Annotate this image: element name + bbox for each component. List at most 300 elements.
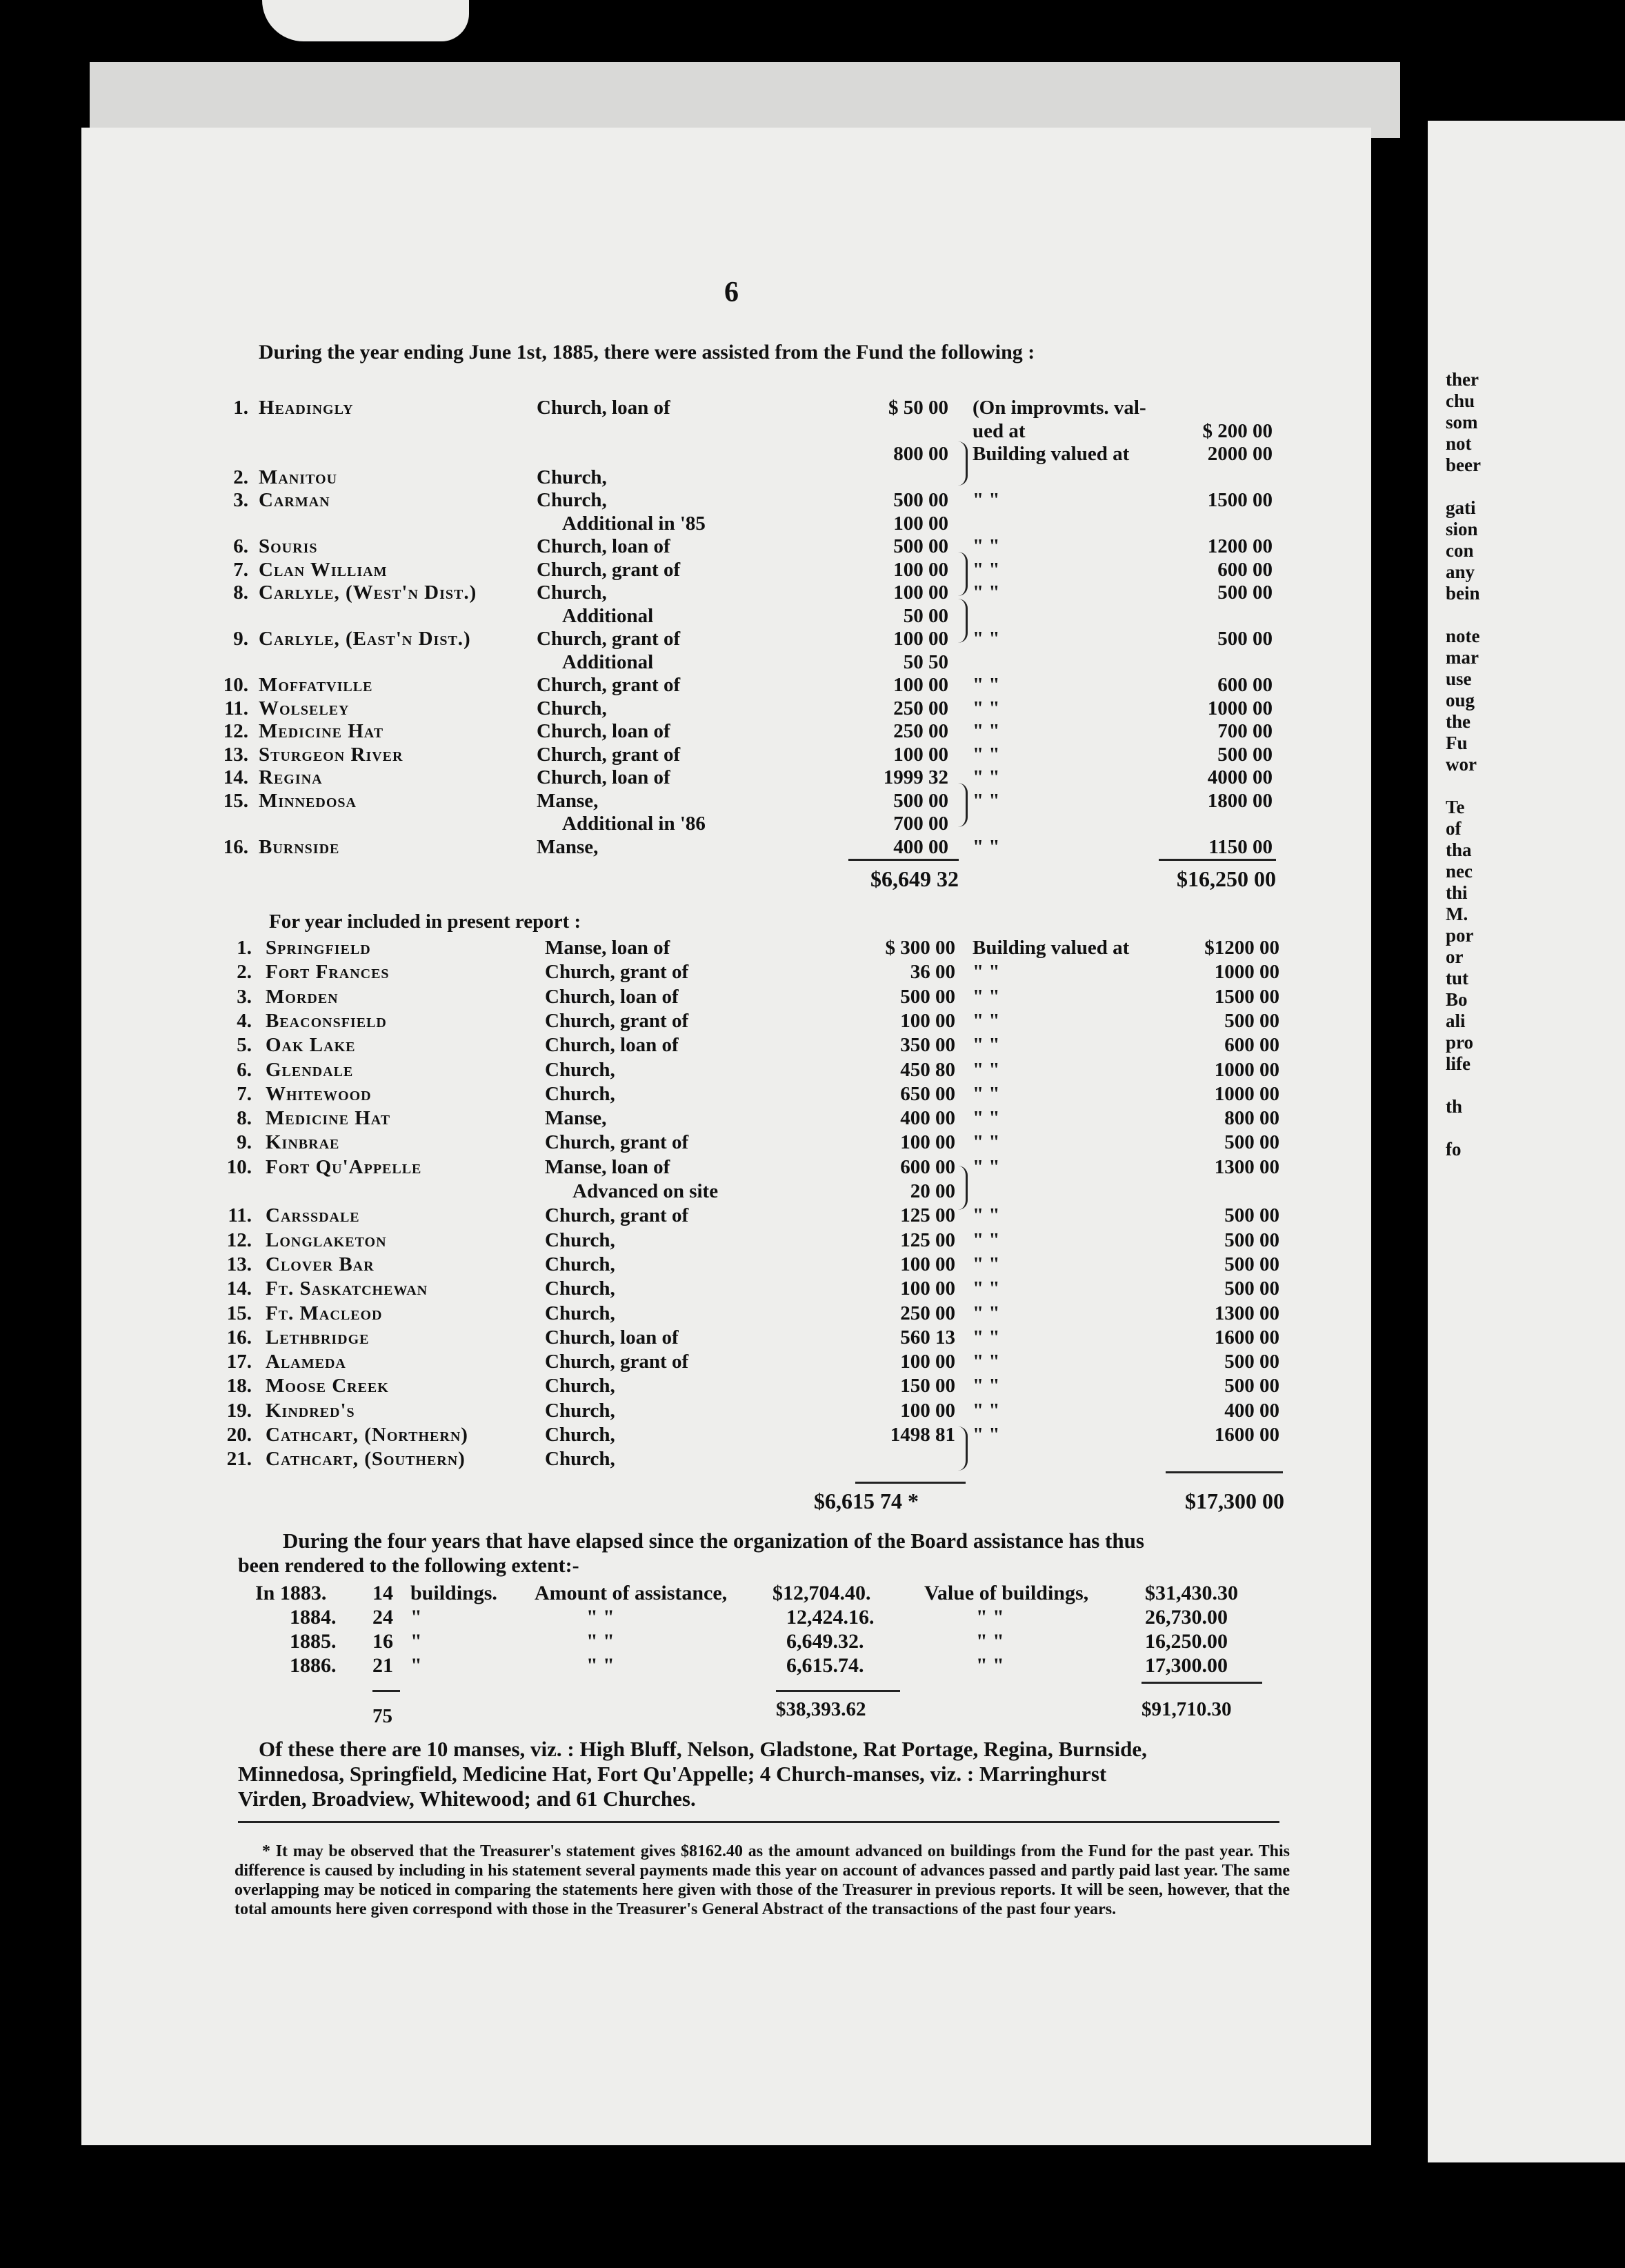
item-value: 1000 00 xyxy=(1207,697,1273,719)
item-amount: 100 00 xyxy=(893,743,948,766)
item-note: " " xyxy=(973,1253,1000,1275)
right-page-fragment: ali xyxy=(1446,1011,1466,1031)
item-note: " " xyxy=(973,1277,1000,1300)
item-number: 12. xyxy=(223,720,248,742)
summary-rule-count xyxy=(372,1690,400,1692)
item-value: 1800 00 xyxy=(1207,789,1273,812)
right-page-fragment: thi xyxy=(1446,882,1468,903)
item-name: Cathcart, (Northern) xyxy=(266,1424,468,1446)
item-name: Fort Frances xyxy=(266,961,390,984)
item-type: Church, loan of xyxy=(537,397,670,419)
item-amount: 650 00 xyxy=(900,1082,955,1105)
item-name: Longlaketon xyxy=(266,1228,387,1251)
item-amount: 800 00 xyxy=(893,443,948,465)
summary-unit: " xyxy=(410,1630,422,1653)
item-note: " " xyxy=(973,743,1000,766)
item-amount: $ 50 00 xyxy=(888,397,948,419)
right-page-fragment: chu xyxy=(1446,390,1475,411)
item-note: " " xyxy=(973,789,1000,812)
total-rule-1a xyxy=(848,859,959,861)
total-rule-1b xyxy=(1159,859,1276,861)
item-type: Church, xyxy=(545,1058,615,1081)
item-name: Sturgeon River xyxy=(259,743,403,766)
item-note: " " xyxy=(973,581,1000,604)
item-amount: 100 00 xyxy=(900,1399,955,1422)
item-value: 500 00 xyxy=(1217,628,1273,650)
brace-mark xyxy=(957,1426,968,1471)
summary-total-count: 75 xyxy=(372,1705,392,1727)
item-type: Church, grant of xyxy=(545,1204,689,1227)
adjacent-page xyxy=(1428,121,1625,2162)
right-page-fragment: note xyxy=(1446,626,1480,646)
item-value: 500 00 xyxy=(1224,1009,1279,1032)
item-note: (On improvmts. val- xyxy=(973,397,1146,419)
right-page-fragment: fo xyxy=(1446,1139,1462,1160)
item-note: " " xyxy=(973,628,1000,650)
item-number: 7. xyxy=(237,1082,252,1105)
item-name: Carlyle, (West'n Dist.) xyxy=(259,581,477,604)
item-amount: 1498 81 xyxy=(890,1424,955,1446)
item-value: 500 00 xyxy=(1217,581,1273,604)
item-note: " " xyxy=(973,835,1000,858)
item-type: Church, xyxy=(545,1399,615,1422)
brace-mark xyxy=(957,1166,968,1210)
item-amount: 500 00 xyxy=(893,789,948,812)
item-value: 1150 00 xyxy=(1208,835,1273,858)
item-amount: 50 50 xyxy=(903,650,948,673)
item-number: 16. xyxy=(226,1326,252,1349)
item-amount: 100 00 xyxy=(900,1253,955,1275)
item-type: Manse, loan of xyxy=(545,937,670,959)
item-name: Clover Bar xyxy=(266,1253,375,1275)
item-number: 1. xyxy=(233,397,248,419)
item-type: Church, grant of xyxy=(545,1131,689,1154)
right-page-fragment: ther xyxy=(1446,369,1479,390)
brace-mark xyxy=(957,783,968,827)
item-note: " " xyxy=(973,985,1000,1008)
page-top-band xyxy=(90,62,1400,138)
item-type: Church, grant of xyxy=(537,558,681,581)
item-type: Church, xyxy=(545,1448,615,1471)
item-number: 7. xyxy=(233,558,248,581)
item-type: Church, loan of xyxy=(545,1034,679,1057)
item-note: " " xyxy=(973,1107,1000,1130)
item-type: Additional in '85 xyxy=(562,512,706,535)
item-number: 10. xyxy=(223,674,248,696)
item-amount: 100 00 xyxy=(893,558,948,581)
total-amount-1: $6,649 32 xyxy=(870,866,959,891)
item-note: Building valued at xyxy=(973,937,1130,959)
item-note: " " xyxy=(973,961,1000,984)
item-number: 19. xyxy=(226,1399,252,1422)
item-number: 14. xyxy=(223,766,248,788)
item-amount: 250 00 xyxy=(900,1302,955,1324)
item-number: 15. xyxy=(223,789,248,812)
item-number: 6. xyxy=(237,1058,252,1081)
right-page-fragment: or xyxy=(1446,946,1464,967)
summary-intro-1: During the four years that have elapsed since the organization of the Board assistance has thus xyxy=(283,1529,1144,1553)
item-type: Church, xyxy=(537,466,607,488)
item-amount: 560 13 xyxy=(900,1326,955,1349)
right-page-fragment: Fu xyxy=(1446,733,1468,753)
summary-value-label: " " xyxy=(976,1606,1004,1629)
page-number: 6 xyxy=(724,277,739,308)
footnote: * It may be observed that the Treasurer's statement gives $8162.40 as the amount advanced on buildings from the Fund for the past year. This difference is caused by including in his statement several payments made this year on account of advances passed and partly paid last year. The same overlapping may be noticed in comparing the statements here given with those of the Treasurer in previous reports. It will be seen, however, that the total amounts here given correspond with those in the Treasurer's General Abstract of the transactions of the past four years. xyxy=(235,1842,1290,1918)
item-amount: 125 00 xyxy=(900,1228,955,1251)
item-number: 17. xyxy=(226,1351,252,1373)
item-number: 4. xyxy=(237,1009,252,1032)
manses-line-1: Of these there are 10 manses, viz. : High Bluff, Nelson, Gladstone, Rat Portage, Regina, Burnside, xyxy=(259,1737,1147,1761)
item-amount: 250 00 xyxy=(893,720,948,742)
item-value: $1200 00 xyxy=(1204,937,1279,959)
item-name: Wolseley xyxy=(259,697,350,719)
item-amount: 100 00 xyxy=(893,628,948,650)
item-number: 8. xyxy=(233,581,248,604)
item-amount: 400 00 xyxy=(893,835,948,858)
item-type: Church, xyxy=(545,1228,615,1251)
item-number: 9. xyxy=(233,628,248,650)
item-value: 500 00 xyxy=(1224,1351,1279,1373)
item-number: 11. xyxy=(224,697,248,719)
item-name: Cathcart, (Southern) xyxy=(266,1448,466,1471)
item-type: Manse, xyxy=(537,789,599,812)
item-type: Church, grant of xyxy=(537,628,681,650)
right-page-fragment: pro xyxy=(1446,1032,1474,1053)
item-amount: 100 00 xyxy=(900,1351,955,1373)
brace-mark xyxy=(957,599,968,643)
item-note: " " xyxy=(973,1399,1000,1422)
summary-year: 1885. xyxy=(290,1630,337,1653)
right-page-fragment: th xyxy=(1446,1096,1463,1117)
item-type: Additional in '86 xyxy=(562,813,706,835)
right-page-fragment: con xyxy=(1446,540,1474,561)
item-type: Church, loan of xyxy=(545,1326,679,1349)
item-type: Church, grant of xyxy=(537,674,681,696)
item-amount: 600 00 xyxy=(900,1155,955,1178)
footnote-divider xyxy=(238,1821,1279,1823)
item-number: 15. xyxy=(226,1302,252,1324)
item-type: Church, grant of xyxy=(537,743,681,766)
top-scrap xyxy=(262,0,469,41)
item-name: Medicine Hat xyxy=(259,720,384,742)
item-amount: 100 00 xyxy=(900,1009,955,1032)
item-type: Church, xyxy=(537,697,607,719)
item-amount: 350 00 xyxy=(900,1034,955,1057)
item-name: Oak Lake xyxy=(266,1034,356,1057)
summary-year: In 1883. xyxy=(255,1582,327,1604)
item-value: 500 00 xyxy=(1224,1277,1279,1300)
item-value: 4000 00 xyxy=(1207,766,1273,788)
right-page-fragment: mar xyxy=(1446,647,1479,668)
brace-mark xyxy=(957,441,968,486)
item-note: " " xyxy=(973,1228,1000,1251)
right-page-fragment: por xyxy=(1446,925,1474,946)
item-amount: 150 00 xyxy=(900,1375,955,1397)
item-name: Medicine Hat xyxy=(266,1107,391,1130)
item-name: Kindred's xyxy=(266,1399,355,1422)
item-number: 21. xyxy=(226,1448,252,1471)
item-value: 1300 00 xyxy=(1214,1155,1279,1178)
item-name: Headingly xyxy=(259,397,354,419)
item-type: Manse, loan of xyxy=(545,1155,670,1178)
summary-label: " " xyxy=(586,1606,615,1629)
right-page-fragment: any xyxy=(1446,561,1475,582)
item-amount: 500 00 xyxy=(900,985,955,1008)
summary-value: 26,730.00 xyxy=(1145,1606,1228,1629)
item-number: 5. xyxy=(237,1034,252,1057)
item-type: Church, grant of xyxy=(545,961,689,984)
total-rule-2b xyxy=(1166,1471,1283,1473)
summary-value: $31,430.30 xyxy=(1145,1582,1238,1604)
summary-value-label: " " xyxy=(976,1630,1004,1653)
item-amount: 700 00 xyxy=(893,813,948,835)
right-page-fragment: oug xyxy=(1446,690,1475,710)
item-value: 1500 00 xyxy=(1214,985,1279,1008)
right-page-fragment: wor xyxy=(1446,754,1477,775)
summary-year: 1886. xyxy=(290,1654,337,1677)
item-name: Alameda xyxy=(266,1351,346,1373)
total-amount-2: $6,615 74 * xyxy=(814,1489,919,1513)
item-number: 2. xyxy=(237,961,252,984)
item-name: Souris xyxy=(259,535,318,557)
right-page-fragment: the xyxy=(1446,711,1471,732)
item-name: Moose Creek xyxy=(266,1375,389,1397)
item-note: " " xyxy=(973,766,1000,788)
manses-line-3: Virden, Broadview, Whitewood; and 61 Churches. xyxy=(238,1787,696,1811)
summary-rule-amount xyxy=(776,1690,900,1692)
item-name: Moffatville xyxy=(259,674,373,696)
item-value: 500 00 xyxy=(1224,1228,1279,1251)
item-name: Minnedosa xyxy=(259,789,357,812)
summary-count: 14 xyxy=(372,1582,393,1604)
item-number: 14. xyxy=(226,1277,252,1300)
item-name: Ft. Saskatchewan xyxy=(266,1277,428,1300)
summary-rule-value xyxy=(1142,1682,1262,1684)
summary-value-label: " " xyxy=(976,1654,1004,1677)
item-note: " " xyxy=(973,697,1000,719)
right-page-fragment: tut xyxy=(1446,968,1468,988)
summary-label: " " xyxy=(586,1654,615,1677)
item-value: 500 00 xyxy=(1224,1131,1279,1154)
item-amount: 100 00 xyxy=(893,581,948,604)
item-number: 3. xyxy=(237,985,252,1008)
right-page-fragment: Bo xyxy=(1446,989,1468,1010)
summary-amount: 12,424.16. xyxy=(786,1606,875,1629)
item-value: 600 00 xyxy=(1224,1034,1279,1057)
item-type: Church, xyxy=(545,1253,615,1275)
item-type: Church, loan of xyxy=(537,720,670,742)
item-value: 600 00 xyxy=(1217,674,1273,696)
item-amount: $ 300 00 xyxy=(885,937,955,959)
right-page-fragment: life xyxy=(1446,1053,1471,1074)
item-type: Advanced on site xyxy=(572,1180,719,1202)
item-value: 500 00 xyxy=(1217,743,1273,766)
item-number: 18. xyxy=(226,1375,252,1397)
item-note: " " xyxy=(973,535,1000,557)
item-number: 13. xyxy=(226,1253,252,1275)
item-amount: 1999 32 xyxy=(883,766,948,788)
item-amount: 125 00 xyxy=(900,1204,955,1227)
item-type: Manse, xyxy=(545,1107,607,1130)
item-value: 1600 00 xyxy=(1214,1326,1279,1349)
item-amount: 450 80 xyxy=(900,1058,955,1081)
item-amount: 100 00 xyxy=(893,512,948,535)
item-value: 1300 00 xyxy=(1214,1302,1279,1324)
item-amount: 500 00 xyxy=(893,535,948,557)
item-type: Church, xyxy=(537,489,607,511)
intro-line: During the year ending June 1st, 1885, there were assisted from the Fund the following : xyxy=(259,341,1035,364)
item-note: " " xyxy=(973,489,1000,511)
item-number: 6. xyxy=(233,535,248,557)
item-name: Morden xyxy=(266,985,339,1008)
item-number: 11. xyxy=(228,1204,252,1227)
item-value: 800 00 xyxy=(1224,1107,1279,1130)
right-page-fragment: tha xyxy=(1446,839,1472,860)
item-value: 400 00 xyxy=(1224,1399,1279,1422)
item-type: Church, grant of xyxy=(545,1009,689,1032)
summary-amount: 6,615.74. xyxy=(786,1654,864,1677)
item-number: 9. xyxy=(237,1131,252,1154)
item-amount: 100 00 xyxy=(893,674,948,696)
item-note: " " xyxy=(973,1131,1000,1154)
item-type: Additional xyxy=(562,604,654,627)
item-name: Regina xyxy=(259,766,323,788)
item-name: Beaconsfield xyxy=(266,1009,387,1032)
item-type: Church, loan of xyxy=(537,535,670,557)
item-note: " " xyxy=(973,720,1000,742)
item-number: 2. xyxy=(233,466,248,488)
item-number: 10. xyxy=(226,1155,252,1178)
item-name: Burnside xyxy=(259,835,340,858)
item-number: 16. xyxy=(223,835,248,858)
item-type: Church, xyxy=(545,1082,615,1105)
item-value: 700 00 xyxy=(1217,720,1273,742)
summary-total-value: $91,710.30 xyxy=(1142,1698,1232,1720)
summary-count: 16 xyxy=(372,1630,393,1653)
item-amount: 500 00 xyxy=(893,489,948,511)
item-amount: 400 00 xyxy=(900,1107,955,1130)
item-amount: 100 00 xyxy=(900,1131,955,1154)
item-value: 1000 00 xyxy=(1214,961,1279,984)
item-note: " " xyxy=(973,1351,1000,1373)
item-note: " " xyxy=(973,1009,1000,1032)
total-value-2: $17,300 00 xyxy=(1185,1489,1284,1513)
right-page-fragment: beer xyxy=(1446,455,1481,475)
total-rule-2a xyxy=(855,1482,966,1484)
item-name: Manitou xyxy=(259,466,338,488)
summary-amount: $12,704.40. xyxy=(772,1582,871,1604)
summary-amount: 6,649.32. xyxy=(786,1630,864,1653)
item-note: " " xyxy=(973,1424,1000,1446)
item-number: 12. xyxy=(226,1228,252,1251)
item-name: Clan William xyxy=(259,558,388,581)
item-value: $ 200 00 xyxy=(1202,419,1273,442)
item-name: Lethbridge xyxy=(266,1326,370,1349)
right-page-fragment: nec xyxy=(1446,861,1473,882)
item-name: Carman xyxy=(259,489,330,511)
item-name: Whitewood xyxy=(266,1082,372,1105)
item-note: " " xyxy=(973,1034,1000,1057)
right-page-fragment: gati xyxy=(1446,497,1476,518)
intro2-line: For year included in present report : xyxy=(269,911,581,933)
summary-value: 17,300.00 xyxy=(1145,1654,1228,1677)
item-note: " " xyxy=(973,1155,1000,1178)
item-amount: 20 00 xyxy=(910,1180,955,1202)
item-type: Church, xyxy=(545,1277,615,1300)
item-number: 13. xyxy=(223,743,248,766)
item-type: Church, grant of xyxy=(545,1351,689,1373)
brace-mark xyxy=(957,552,968,596)
item-value: 1000 00 xyxy=(1214,1082,1279,1105)
item-type: Church, xyxy=(537,581,607,604)
right-page-fragment: M. xyxy=(1446,904,1468,924)
right-page-fragment: of xyxy=(1446,818,1462,839)
item-note: Building valued at xyxy=(973,443,1130,465)
item-value: 500 00 xyxy=(1224,1253,1279,1275)
item-type: Church, loan of xyxy=(545,985,679,1008)
item-note: ued at xyxy=(973,419,1026,442)
item-amount: 36 00 xyxy=(910,961,955,984)
item-amount: 50 00 xyxy=(903,604,948,627)
item-type: Manse, xyxy=(537,835,599,858)
item-value: 500 00 xyxy=(1224,1204,1279,1227)
item-number: 20. xyxy=(226,1424,252,1446)
right-page-fragment: som xyxy=(1446,412,1478,432)
summary-intro-2: been rendered to the following extent:- xyxy=(238,1554,579,1577)
item-type: Church, xyxy=(545,1302,615,1324)
summary-unit: buildings. xyxy=(410,1582,497,1604)
item-name: Kinbrae xyxy=(266,1131,340,1154)
item-name: Ft. Macleod xyxy=(266,1302,383,1324)
item-name: Carlyle, (East'n Dist.) xyxy=(259,628,471,650)
item-note: " " xyxy=(973,1302,1000,1324)
summary-label: Amount of assistance, xyxy=(535,1582,728,1604)
item-value: 1500 00 xyxy=(1207,489,1273,511)
item-type: Church, loan of xyxy=(537,766,670,788)
item-note: " " xyxy=(973,1326,1000,1349)
item-value: 1200 00 xyxy=(1207,535,1273,557)
item-value: 600 00 xyxy=(1217,558,1273,581)
item-note: " " xyxy=(973,558,1000,581)
summary-count: 24 xyxy=(372,1606,393,1629)
summary-year: 1884. xyxy=(290,1606,337,1629)
summary-count: 21 xyxy=(372,1654,393,1677)
item-amount: 250 00 xyxy=(893,697,948,719)
summary-label: " " xyxy=(586,1630,615,1653)
item-type: Church, xyxy=(545,1375,615,1397)
item-name: Carssdale xyxy=(266,1204,360,1227)
item-name: Glendale xyxy=(266,1058,354,1081)
right-page-fragment: use xyxy=(1446,668,1472,689)
item-type: Church, xyxy=(545,1424,615,1446)
item-note: " " xyxy=(973,1058,1000,1081)
item-note: " " xyxy=(973,1375,1000,1397)
summary-unit: " xyxy=(410,1654,422,1677)
total-value-1: $16,250 00 xyxy=(1177,866,1276,891)
summary-total-amount: $38,393.62 xyxy=(776,1698,866,1720)
item-number: 1. xyxy=(237,937,252,959)
right-page-fragment: Te xyxy=(1446,797,1465,817)
item-amount: 100 00 xyxy=(900,1277,955,1300)
item-number: 3. xyxy=(233,489,248,511)
item-value: 1000 00 xyxy=(1214,1058,1279,1081)
right-page-fragment: sion xyxy=(1446,519,1478,539)
item-number: 8. xyxy=(237,1107,252,1130)
item-value: 1600 00 xyxy=(1214,1424,1279,1446)
item-name: Springfield xyxy=(266,937,371,959)
summary-value-label: Value of buildings, xyxy=(924,1582,1089,1604)
manses-line-2: Minnedosa, Springfield, Medicine Hat, Fort Qu'Appelle; 4 Church-manses, viz. : Marringhurst xyxy=(238,1762,1107,1786)
